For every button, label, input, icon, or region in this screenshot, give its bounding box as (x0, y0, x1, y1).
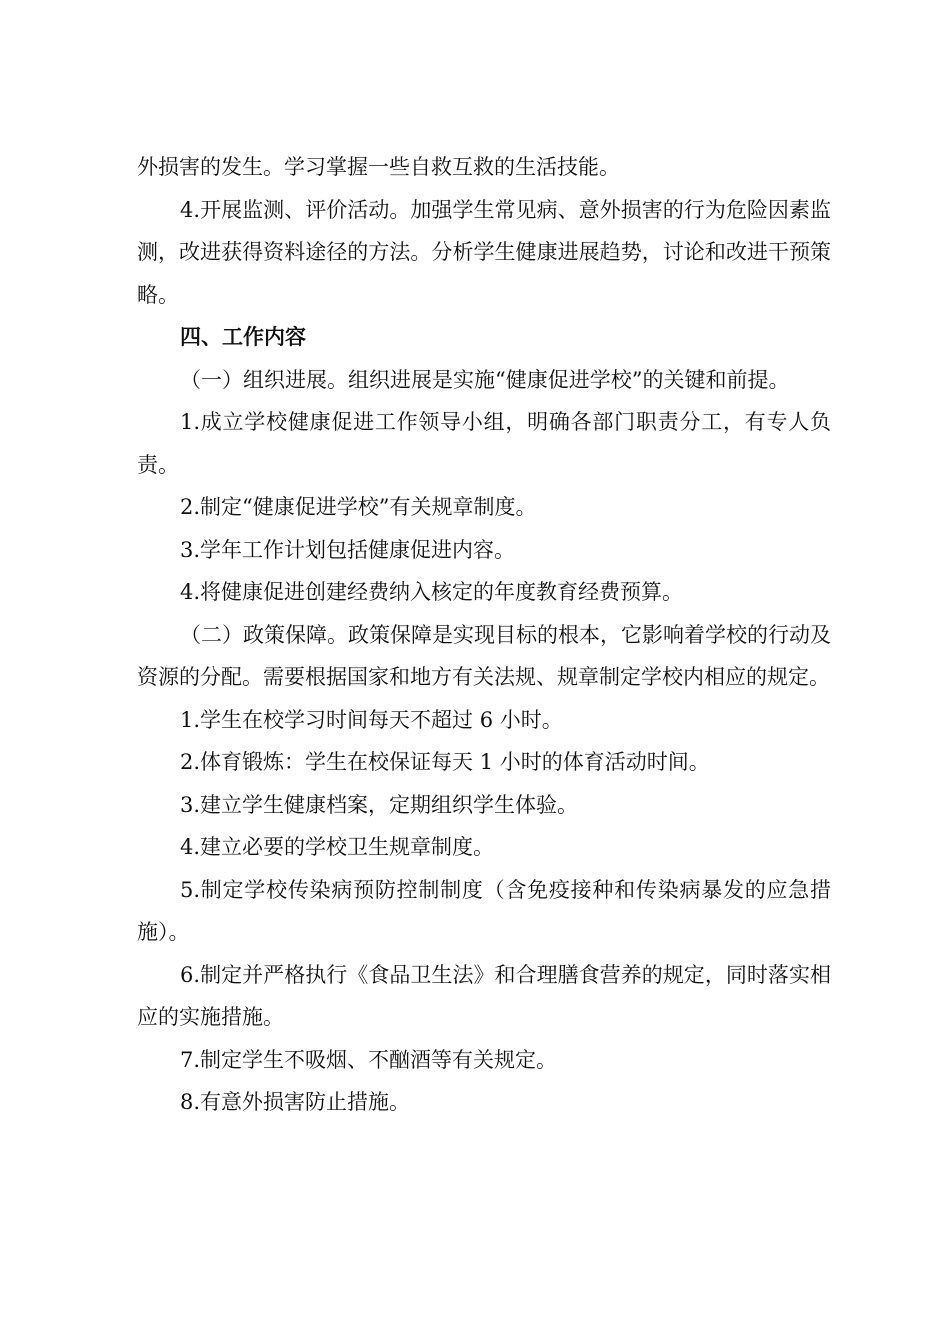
paragraph-item-3-work-plan: 3.学年工作计划包括健康促进内容。 (180, 537, 516, 562)
document-body (137, 146, 831, 1124)
paragraph-item-4-monitoring: 4.开展监测、评价活动。加强学生常见病、意外损害的行为危险因素监测，改进获得资料途径的方法。分析学生健康进展趋势，讨论和改进干预策略。 (137, 197, 831, 307)
paragraph-policy-item-5: 5.制定学校传染病预防控制制度（含免疫接种和传染病暴发的应急措施）。 (137, 877, 831, 944)
paragraph-policy-item-8: 8.有意外损害防止措施。 (180, 1090, 411, 1114)
paragraph-policy-item-7: 7.制定学生不吸烟、不酗酒等有关规定。 (180, 1047, 558, 1072)
paragraph-subsection-policy: （二）政策保障。政策保障是实现目标的根本，它影响着学校的行动及资源的分配。需要根据国家和地方有关法规、规章制定学校内相应的规定。 (137, 622, 831, 689)
paragraph-item-2-regulations: 2.制定“健康促进学校”有关规章制度。 (180, 495, 537, 519)
paragraph-continuation: 外损害的发生。学习掌握一些自救互救的生活技能。 (137, 155, 620, 179)
paragraph-item-4-budget: 4.将健康促进创建经费纳入核定的年度教育经费预算。 (180, 580, 684, 604)
paragraph-policy-item-1: 1.学生在校学习时间每天不超过 6 小时。 (180, 707, 563, 732)
section-heading-work-content: 四、工作内容 (180, 325, 306, 349)
paragraph-item-1-leadership-group: 1.成立学校健康促进工作领导小组，明确各部门职责分工，有专人负责。 (137, 410, 831, 477)
paragraph-policy-item-3: 3.建立学生健康档案，定期组织学生体验。 (180, 792, 579, 817)
paragraph-policy-item-6: 6.制定并严格执行《食品卫生法》和合理膳食营养的规定，同时落实相应的实施措施。 (137, 962, 831, 1029)
paragraph-policy-item-2: 2.体育锻炼：学生在校保证每天 1 小时的体育活动时间。 (180, 750, 710, 774)
paragraph-policy-item-4: 4.建立必要的学校卫生规章制度。 (180, 835, 495, 859)
paragraph-subsection-organization: （一）组织进展。组织进展是实施“健康促进学校”的关键和前提。 (180, 367, 790, 392)
